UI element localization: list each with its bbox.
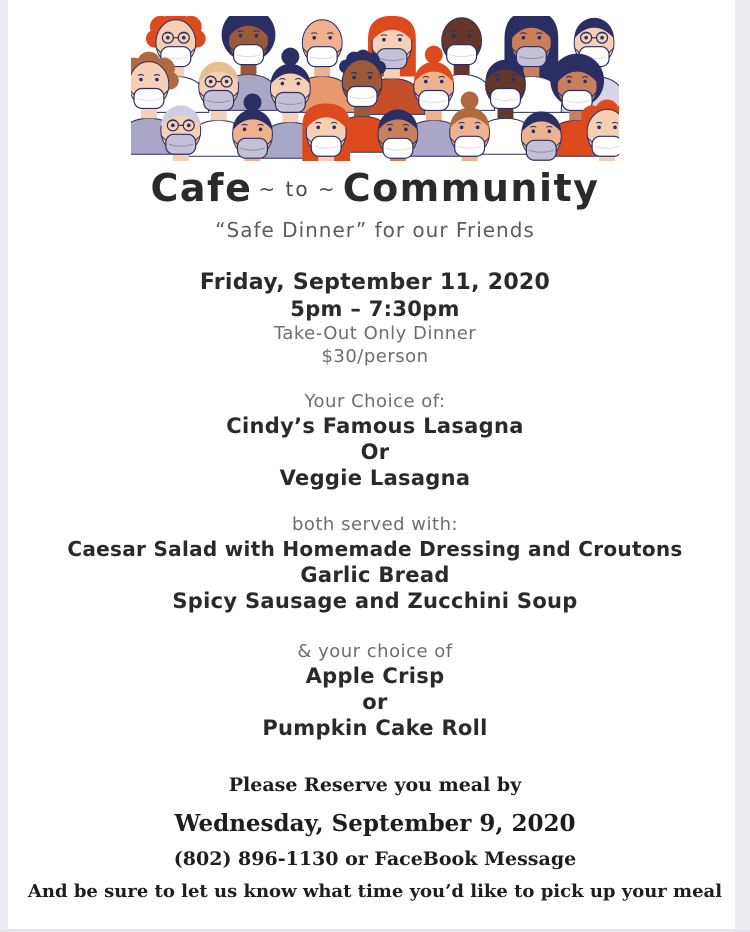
dessert-separator: or xyxy=(362,690,388,714)
event-details xyxy=(0,269,750,368)
side-item-2: Garlic Bread xyxy=(300,563,450,587)
dessert-heading: & your choice of xyxy=(297,641,453,662)
event-time: 5pm – 7:30pm xyxy=(290,297,460,321)
side-item-3: Spicy Sausage and Zucchini Soup xyxy=(172,589,578,613)
flyer-title xyxy=(0,165,750,217)
event-date: Friday, September 11, 2020 xyxy=(199,270,551,295)
reservation-prompt: Please Reserve you meal by xyxy=(228,774,522,796)
menu-entree-section xyxy=(0,390,750,491)
entree-separator: Or xyxy=(360,440,390,464)
entree-option-2: Veggie Lasagna xyxy=(279,466,471,490)
menu-dessert-section xyxy=(0,640,750,741)
event-service-type: Take-Out Only Dinner xyxy=(273,323,477,344)
event-price: $30/person xyxy=(321,346,429,367)
title-word-community: Community xyxy=(342,166,600,210)
title-connector: ~ to ~ xyxy=(258,177,337,201)
entree-heading: Your Choice of: xyxy=(304,391,446,412)
sides-heading: both served with: xyxy=(291,514,459,535)
reservation-note: And be sure to let us know what time you’d like to pick up your meal xyxy=(27,881,723,902)
dessert-option-1: Apple Crisp xyxy=(305,664,445,688)
entree-option-1: Cindy’s Famous Lasagna xyxy=(226,414,524,438)
title-word-cafe: Cafe xyxy=(150,166,253,210)
flyer-subtitle: “Safe Dinner” for our Friends xyxy=(215,218,535,242)
reservation-contact: (802) 896-1130 or FaceBook Message xyxy=(173,848,577,870)
dessert-option-2: Pumpkin Cake Roll xyxy=(262,716,488,740)
menu-sides-section xyxy=(0,513,750,614)
reservation-deadline: Wednesday, September 9, 2020 xyxy=(174,810,576,837)
crowd-masks-illustration xyxy=(131,16,619,161)
reservation-section xyxy=(0,773,750,903)
side-item-1: Caesar Salad with Homemade Dressing and Croutons xyxy=(67,537,683,561)
